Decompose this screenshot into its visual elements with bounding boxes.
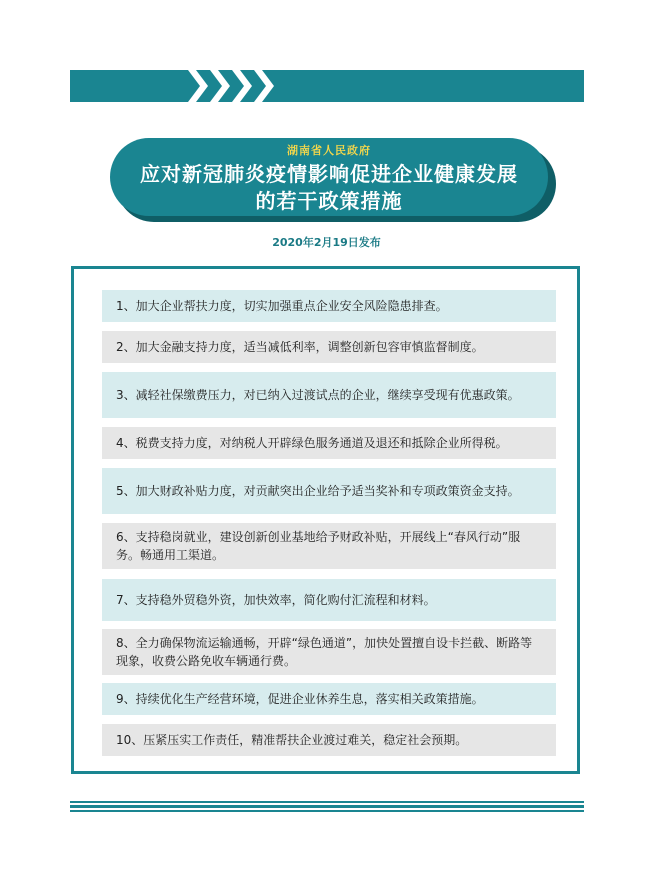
measure-item-2 [102, 331, 556, 363]
measure-item-6 [102, 523, 556, 569]
measure-text: 8、全力确保物流运输通畅，开辟“绿色通道”，加快处置擅自设卡拦截、断路等现象，收费公路免收车辆通行费。 [116, 636, 533, 668]
measure-text: 1、加大企业帮扶力度，切实加强重点企业安全风险隐患排查。 [116, 299, 448, 313]
chevron-right-icon [232, 70, 252, 102]
measure-text: 6、支持稳岗就业，建设创新创业基地给予财政补贴，开展线上“春风行动”服务。畅通用工渠道。 [116, 530, 521, 562]
measures-frame [71, 266, 580, 774]
title-banner [110, 138, 548, 216]
top-decorative-bar [70, 70, 584, 102]
measure-text: 7、支持稳外贸稳外资，加快效率，简化购付汇流程和材料。 [116, 593, 436, 607]
measure-item-8 [102, 629, 556, 675]
measure-text: 2、加大金融支持力度，适当减低利率，调整创新包容审慎监督制度。 [116, 340, 484, 354]
measure-item-1 [102, 290, 556, 322]
measure-item-9 [102, 683, 556, 715]
chevron-right-icon [210, 70, 230, 102]
measure-item-10 [102, 724, 556, 756]
bottom-decorative-lines [70, 801, 584, 813]
chevron-right-icon [188, 70, 208, 102]
divider [70, 805, 584, 808]
issuer-label: 湖南省人民政府 [287, 144, 371, 157]
measure-text: 10、压紧压实工作责任，精准帮扶企业渡过难关，稳定社会预期。 [116, 733, 468, 747]
measure-item-5 [102, 468, 556, 514]
measure-text: 4、税费支持力度，对纳税人开辟绿色服务通道及退还和抵除企业所得税。 [116, 436, 508, 450]
measure-text: 9、持续优化生产经营环境，促进企业休养生息，落实相关政策措施。 [116, 692, 484, 706]
publish-date: 2020年2月19日发布 [272, 236, 381, 249]
measure-text: 5、加大财政补贴力度，对贡献突出企业给予适当奖补和专项政策资金支持。 [116, 484, 520, 498]
chevron-right-icon [254, 70, 274, 102]
measure-item-3 [102, 372, 556, 418]
measure-item-4 [102, 427, 556, 459]
page-title-line-1: 应对新冠肺炎疫情影响促进企业健康发展 [140, 162, 518, 186]
divider [70, 810, 584, 812]
divider [70, 801, 584, 803]
page-title-line-2: 的若干政策措施 [255, 189, 403, 213]
measure-text: 3、减轻社保缴费压力，对已纳入过渡试点的企业，继续享受现有优惠政策。 [116, 388, 520, 402]
measure-item-7 [102, 579, 556, 621]
